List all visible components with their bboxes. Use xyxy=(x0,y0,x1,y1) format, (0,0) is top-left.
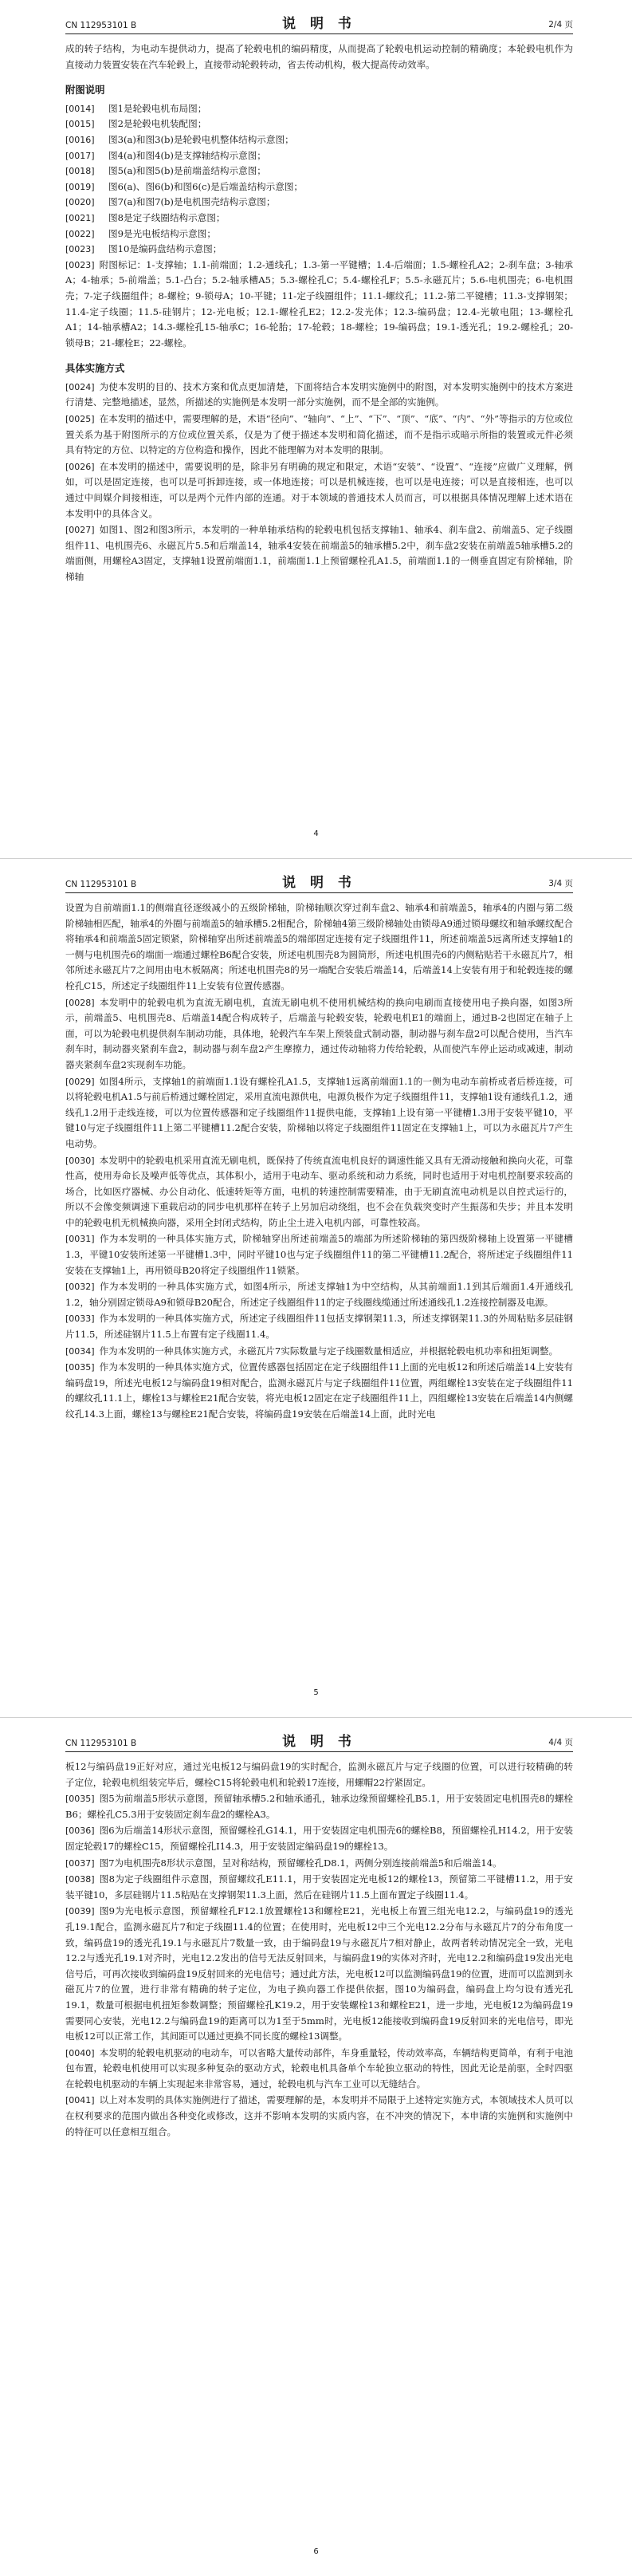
paragraph-text: 本发明中的轮毂电机为直流无刷电机，直流无刷电机不使用机械结构的换向电刷而直接使用电子换向器，如图3所示，前端盖5、电机围壳8、后端盖14配合构成转子，后端盖与轮毂安装，轮毂电机E1的端面上，通过B-2也固定在轴子上面，可以为轮毂电机提供刹车制动功能，具体地，轮毂汽车车架上预装盘式制动器，制动器与刹车盘2可以配合使用，当汽车刹车时，制动器夹紧刹车盘2，制动器与刹车盘2产生摩擦力，通过传动轴将力传给轮毂，从而使汽车停止运动或减速，制动器夹紧刹车盘2实现刹车功能。 xyxy=(65,996,573,1070)
figure-text: 图4(a)和图4(b)是支撑轴结构示意图； xyxy=(108,149,266,161)
page-label: 3/4 页 xyxy=(548,879,573,888)
paragraph-id: [0028] xyxy=(65,997,95,1008)
publication-number: CN 112953101 B xyxy=(65,1739,137,1748)
paragraph xyxy=(65,1823,573,1854)
figure-item xyxy=(65,163,573,179)
figure-text: 图9是光电板结构示意图； xyxy=(108,227,216,239)
paragraph xyxy=(65,459,573,522)
paragraph-id: [0034] xyxy=(65,1345,95,1357)
paragraph-id: [0032] xyxy=(65,1282,95,1293)
paragraph xyxy=(65,1074,573,1152)
paragraph-id: [0023] xyxy=(65,244,95,255)
paragraph xyxy=(65,1231,573,1278)
paragraph xyxy=(65,1904,573,2044)
paragraph-id: [0025] xyxy=(65,414,95,425)
figure-item xyxy=(65,195,573,211)
paragraph xyxy=(65,2093,573,2140)
paragraph-text: 在本发明的描述中，需要理解的是，术语“径向”、“轴向”、“上”、“下”、“顶”、“底”、“内”、“外”等指示的方位或位置关系为基于附图所示的方位或位置关系，仅是为了便于描述本发明和简化描述，而不是指示或暗示所指的装置或元件必须具有特定的方位、以特定的方位构造和操作，因此不能理解为对本发明的限制。 xyxy=(65,413,573,456)
paragraph-text: 以上对本发明的具体实施例进行了描述，需要理解的是，本发明并不局限于上述特定实施方式，本领域技术人员可以在权利要求的范围内做出各种变化或修改，这并不影响本发明的实质内容，在不冲突的情况下，本申请的实施例和实施例中的特征可以任意相互组合。 xyxy=(65,2094,573,2137)
paragraph-text: 作为本发明的一种具体实施方式，永磁瓦片7实际数量与定子线圈数量相适应，并根据轮毂电机功率和扭矩调整。 xyxy=(99,1345,559,1357)
document-title: 说 明 书 xyxy=(282,875,356,891)
paragraph-id: [0039] xyxy=(65,1906,95,1917)
section-heading-embodiments: 具体实施方式 xyxy=(65,362,125,375)
paragraph-id: [0020] xyxy=(65,197,95,208)
paragraph xyxy=(65,1856,573,1872)
paragraph-text: 图8为定子线圈组件示意图，预留螺纹孔E11.1，用于安装固定光电板12的螺栓13，预留第二平键槽11.2，用于安装平键10，多层硅钢片11.5粘贴在支撑钢架11.3上面，然后在硅钢片11.5上面布置定子线圈11.4。 xyxy=(65,1873,573,1900)
figure-item xyxy=(65,101,573,117)
figure-text: 图7(a)和图7(b)是电机围壳结构示意图； xyxy=(108,196,276,208)
paragraph-id: [0029] xyxy=(65,1076,95,1087)
paragraph-text: 图6为后端盖14形状示意图，预留螺栓孔G14.1，用于安装固定电机围壳6的螺栓B8，预留螺栓孔H14.2，用于安装固定轮毂17的螺栓C15，预留螺栓孔I14.3，用于安装固定编码盘19的螺栓13。 xyxy=(65,1825,573,1852)
paragraph-id: [0023] xyxy=(65,259,95,270)
paragraph-id: [0021] xyxy=(65,212,95,223)
figure-item xyxy=(65,242,573,258)
paragraph-id: [0019] xyxy=(65,181,95,192)
paragraph xyxy=(65,1279,573,1310)
publication-number: CN 112953101 B xyxy=(65,21,137,30)
document-page-1 xyxy=(0,0,632,858)
paragraph xyxy=(65,380,573,411)
figure-item xyxy=(65,132,573,148)
paragraph-text: 图5为前端盖5形状示意图，预留轴承槽5.2和轴承通孔，轴承边缘预留螺栓孔B5.1，用于安装固定电机围壳8的螺栓B6；螺栓孔C5.3用于安装固定刹车盘2的螺栓A3。 xyxy=(65,1793,573,1820)
intro-paragraph: 成的转子结构，为电动车提供动力，提高了轮毂电机的编码精度，从而提高了轮毂电机运动控制的精确度；本轮毂电机作为直接动力装置安装在汽车轮毂上，直接带动轮毂转动，省去传动机构，极大提高传动效率。 xyxy=(65,43,573,70)
paragraph-id: [0024] xyxy=(65,381,95,392)
reference-signs-paragraph xyxy=(65,258,573,352)
publication-number: CN 112953101 B xyxy=(65,880,137,889)
page-header xyxy=(65,1731,573,1752)
document-title: 说 明 书 xyxy=(282,16,356,32)
figure-item xyxy=(65,211,573,226)
page-body xyxy=(65,900,573,1424)
paragraph-text: 作为本发明的一种具体实施方式，如图4所示，所述支撑轴1为中空结构，从其前端面1.1到其后端面1.4开通线孔1.2，轴分别固定锁母A9和锁母B20配合，所述定子线圈组件11的定子线圈线缆通过所述通线孔1.2连接控制器及电源。 xyxy=(65,1281,573,1308)
paragraph xyxy=(65,1872,573,1903)
page-body xyxy=(65,1759,573,2141)
paragraph-text: 作为本发明的一种具体实施方式，位置传感器包括固定在定子线圈组件11上面的光电板12和所述后端盖14上安装有编码盘19，所述光电板12与编码盘19相对配合，监测永磁瓦片与定子线圈组件11位置，两组螺栓13安装在定子线圈组件11的螺纹孔11.1上，螺栓13与螺栓E21配合安装，将光电板12固定在定子线圈组件11上，四组螺栓13安装在后端盖14内侧螺纹孔14.3上面，螺栓13与螺栓E21配合安装，将编码盘19安装在后端盖14上面，此时光电 xyxy=(65,1361,573,1420)
page-footer-number: 5 xyxy=(313,1688,319,1697)
paragraph-id: [0016] xyxy=(65,134,95,145)
continued-paragraph: 设置为自前端面1.1的侧端直径逐级减小的五级阶梯轴，阶梯轴顺次穿过刹车盘2、轴承4和前端盖5，轴承4的内圈与第二级阶梯轴相匹配，轴承4的外圈与前端盖5的轴承槽5.2相配合，阶梯轴4第三级阶梯轴处由锁母A9通过锁母螺纹和轴承螺纹配合将轴承4和前端盖5固定锁紧，阶梯轴穿出所述前端盖5的端部固定连接有定子线圈组件11，所述前端盖5远离所述支撑轴1的一侧与电机围壳6的端面一端通过螺栓B6配合安装，所述电机围壳8为圆筒形，所述电机围壳6的内侧粘贴若干永磁瓦片7，相邻所述永磁瓦片7之间用由电木板隔离；所述电机围壳8的另一端配合安装后端盖14，后端盖14上安装有用于和轮毂连接的螺栓孔C15，所述定子线圈组件11上安装有位置传感器。 xyxy=(65,902,573,991)
paragraph-id: [0035] xyxy=(65,1362,95,1373)
paragraph xyxy=(65,2046,573,2093)
paragraph-id: [0036] xyxy=(65,1826,95,1837)
section-heading-figures: 附图说明 xyxy=(65,84,105,97)
figure-list xyxy=(65,101,573,258)
paragraph-id: [0035] xyxy=(65,1794,95,1805)
paragraph xyxy=(65,995,573,1073)
paragraph-text: 如图1、图2和图3所示，本发明的一种单轴承结构的轮毂电机包括支撑轴1、轴承4、刹车盘2、前端盖5、定子线圈组件11、电机围壳6、永磁瓦片5.5和后端盖14，轴承4安装在前端盖5的轴承槽5.2中，刹车盘2安装在前端盖5轴承槽5.2的端面侧，用螺栓A3固定，支撑轴1设置前端面1.1，前端面1.1上预留螺栓孔A1.5，前端面1.1的一侧垂直固定有阶梯轴，阶梯轴 xyxy=(65,524,573,582)
paragraph xyxy=(65,1791,573,1822)
figure-text: 图6(a)、图6(b)和图6(c)是后端盖结构示意图； xyxy=(108,180,304,192)
document-page-2 xyxy=(0,859,632,1717)
paragraph-id: [0033] xyxy=(65,1314,95,1325)
paragraph-text: 附图标记：1-支撑轴；1.1-前端面；1.2-通线孔；1.3-第一平键槽；1.4-后端面；1.5-螺栓孔A2；2-刹车盘；3-轴承A；4-轴承；5-前端盖；5.1-凸台；5.2-轴承槽A5；5.3-螺栓孔C；5.4-螺栓孔F；5.5-永磁瓦片；5.6-电机围壳；6-电机围壳；7-定子线圈组件；8-螺栓；9-锁母A；10-平键；11-定子线圈组件；11.1-螺纹孔；11.2-第二平键槽；11.3-支撑钢架；11.4-定子线圈；11.5-硅钢片；12-光电板；12.1-螺栓孔E2；12.2-发光体；12.3-编码盘；12.4-光敏电阻；13-螺栓孔A1；14-轴承槽A2；14.3-螺栓孔15-轴承C；16-轮胎；17-轮毂；18-螺栓；19-编码盘；19.1-透光孔；19.2-螺栓孔；20-锁母B；21-螺栓E；22-螺栓。 xyxy=(65,258,573,349)
document-page-3 xyxy=(0,1718,632,2576)
paragraph-id: [0040] xyxy=(65,2047,95,2058)
figure-text: 图10是编码盘结构示意图； xyxy=(108,243,222,255)
paragraph-id: [0015] xyxy=(65,119,95,130)
document-title: 说 明 书 xyxy=(282,1734,356,1750)
paragraph-id: [0014] xyxy=(65,103,95,114)
paragraph xyxy=(65,522,573,585)
paragraph-text: 本发明中的轮毂电机采用直流无刷电机，既保持了传统直流电机良好的调速性能又具有无滑动接触和换向火花，可靠性高，使用寿命长及噪声低等优点，其体积小，适用于电动车、驱动系统和动力系统，同时也适用于对电机控制要求较高的场合，比如医疗器械、办公自动化、低速转矩等方面，电机的转速控制需要精准，由于无刷直流电动机是以自控式运行的，所以不会像变频调速下重载启动的同步电机那样在转子上另加启动绕组，也不会在负载突变时产生振荡和失步；并且本发明中的轮毂电机无机械换向器，采用全封闭式结构，防止尘土进入电机内部，可靠性较高。 xyxy=(65,1154,573,1228)
paragraph-text: 作为本发明的一种具体实施方式，所述定子线圈组件11包括支撑钢架11.3，所述支撑钢架11.3的外周粘贴多层硅钢片11.5，所述硅钢片11.5上布置有定子线圈11.4。 xyxy=(65,1313,573,1341)
paragraph xyxy=(65,412,573,459)
paragraph-text: 图9为光电板示意图，预留螺栓孔F12.1放置螺栓13和螺栓E21，光电板上布置三组光电12.2，与编码盘19的透光孔19.1配合，监测永磁瓦片7和定子线圈11.4的位置；在使用时，光电板12中三个光电12.2分布与永磁瓦片7的分布角度一致，编码盘19的透光孔19.1与永磁瓦片7数量一致，由于编码盘19与永磁瓦片7相对静止，故两者转动情况完全一致，光电12.2与透光孔19.1对齐时，光电12.2发出的信号无法反射回来，与编码盘19的实体对齐时，光电12.2和编码盘19发出光电信号后，可再次接收到编码盘19反射回来的光电信号；通过此方法，光电板12可以监测编码盘19的位置，进而可以监测到永磁瓦片7的位置，进行非常有精确的转子定位，为电子换向器工作提供依据，图10为编码盘，编码盘上均匀设有透光孔19.1，数量可根据电机扭矩参数调整；预留螺栓孔K19.2，用于安装螺栓13和螺栓E21，进一步地，光电板12为编码盘19需要同心安装，光电12.2与编码盘19的距离可以为1至于5mm时，光电板12能接收到编码盘19反射回来的光电信号，即光电板12可以正常工作，其间距可以通过更换不同长度的螺栓13调整。 xyxy=(65,1905,573,2042)
paragraph-id: [0038] xyxy=(65,1874,95,1885)
paragraph-id: [0041] xyxy=(65,2095,95,2106)
paragraph xyxy=(65,1360,573,1422)
figure-text: 图3(a)和图3(b)是轮毂电机整体结构示意图； xyxy=(108,133,294,145)
figure-text: 图5(a)和图5(b)是前端盖结构示意图； xyxy=(108,165,266,177)
paragraph-text: 在本发明的描述中，需要说明的是，除非另有明确的规定和限定，术语“安装”、“设置”、“连接”应做广义理解，例如，可以是固定连接，也可以是可拆卸连接，或一体地连接；可以是机械连接，也可以是电连接；可以是直接相连，也可以通过中间媒介间接相连，可以是两个元件内部的连通。对于本领域的普通技术人员而言，可以根据具体情况理解上述术语在本发明中的具体含义。 xyxy=(65,460,573,519)
page-label: 4/4 页 xyxy=(548,1738,573,1747)
page-body xyxy=(65,41,573,586)
paragraph-id: [0018] xyxy=(65,166,95,177)
figure-text: 图8是定子线圈结构示意图； xyxy=(108,211,226,223)
paragraph-text: 为使本发明的目的、技术方案和优点更加清楚，下面将结合本发明实施例中的附图，对本发明实施例中的技术方案进行清楚、完整地描述，显然，所描述的实施例是本发明一部分实施例，而不是全部的实施例。 xyxy=(65,380,573,408)
paragraph-id: [0030] xyxy=(65,1155,95,1166)
paragraph-text: 图7为电机围壳8形状示意图，呈对称结构，预留螺栓孔D8.1，两侧分别连接前端盖5和后端盖14。 xyxy=(99,1857,502,1869)
paragraph-id: [0026] xyxy=(65,461,95,472)
paragraph-id: [0031] xyxy=(65,1234,95,1245)
paragraph xyxy=(65,1311,573,1342)
figure-item xyxy=(65,116,573,132)
page-header xyxy=(65,872,573,893)
paragraph-id: [0027] xyxy=(65,525,95,536)
figure-text: 图2是轮毂电机装配图； xyxy=(108,118,207,130)
paragraph-id: [0017] xyxy=(65,150,95,161)
paragraph-id: [0022] xyxy=(65,228,95,239)
page-header xyxy=(65,13,573,34)
paragraph-text: 作为本发明的一种具体实施方式，阶梯轴穿出所述前端盖5的端部为所述阶梯轴的第四级阶梯轴上设置第一平键槽1.3，平键10安装所述第一平键槽1.3中，同时平键10也与定子线圈组件11的第二平键槽11.2配合，将所述定子线圈组件11安装在支撑轴1上，再用锁母B20将定子线圈组件11锁紧。 xyxy=(65,1233,573,1276)
figure-item xyxy=(65,179,573,195)
figure-item xyxy=(65,226,573,242)
page-label: 2/4 页 xyxy=(548,20,573,30)
page-footer-number: 4 xyxy=(313,829,319,838)
figure-text: 图1是轮毂电机布局图； xyxy=(108,102,207,114)
page-footer-number: 6 xyxy=(313,2547,319,2556)
paragraph xyxy=(65,1344,573,1360)
paragraph-text: 本发明的轮毂电机驱动的电动车，可以省略大量传动部件，车身重量轻，传动效率高，车辆结构更简单，有利于电池包布置，轮毂电机使用可以实现多种复杂的驱动方式，轮毂电机具备单个车轮独立驱动的特性，因此无论是前驱，全时四驱在轮毂电机驱动的车辆上实现起来非常容易，通过，轮毂电机与汽车工业可以无缝结合。 xyxy=(65,2046,573,2090)
paragraph-text: 如图4所示，支撑轴1的前端面1.1设有螺栓孔A1.5，支撑轴1远离前端面1.1的一侧为电动车前桥或者后桥连接，可以将轮毂电机A1.5与前后桥通过螺栓固定，采用直流电源供电，电源负极作为定子线圈组件11，支撑轴1设有通线孔1.2，通线孔1.2用于走线连接，可以为位置传感器和定子线圈组件11提供电能，支撑轴1上设有第一平键槽1.3用于安装平键10，平键10与定子线圈组件11上第二平键槽11.2配合安装，阶梯轴以将定子线圈组件11固定在支撑轴1上，可以为永磁瓦片7产生电动势。 xyxy=(65,1075,573,1149)
continued-paragraph: 板12与编码盘19正好对应，通过光电板12与编码盘19的实时配合，监测永磁瓦片与定子线圈的位置，可以进行较精确的转子定位，轮毂电机组装完毕后，螺栓C15将轮毂电机和轮毂17连接，用螺帽22拧紧固定。 xyxy=(65,1761,573,1788)
paragraph xyxy=(65,1153,573,1231)
paragraph-id: [0037] xyxy=(65,1857,95,1869)
figure-item xyxy=(65,148,573,164)
